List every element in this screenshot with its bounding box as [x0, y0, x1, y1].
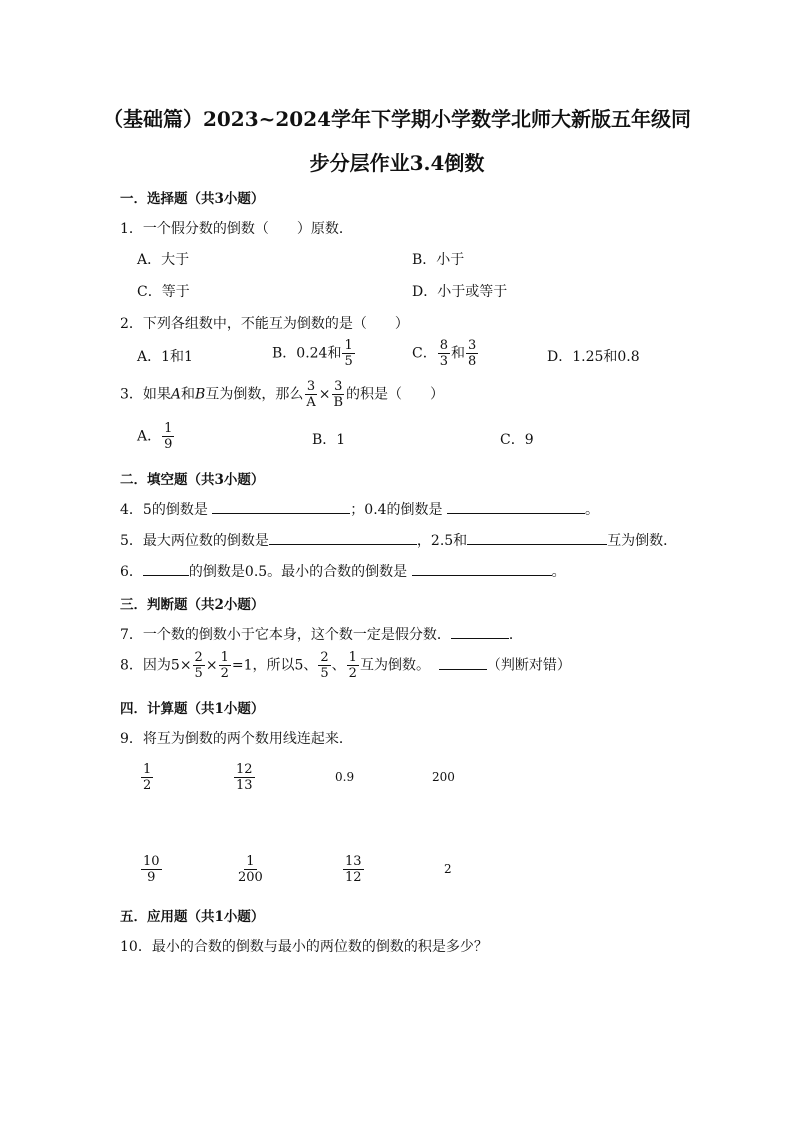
- section-calculation: 四．计算题（共1小题）: [120, 701, 265, 717]
- match-bottom-item[interactable]: $\frac{10}{9}$: [143, 854, 160, 885]
- title-line-2: 步分层作业3.4倒数: [309, 151, 485, 175]
- fraction: $\frac{2}{5}$: [194, 650, 203, 681]
- answer-blank[interactable]: [439, 655, 487, 670]
- answer-blank[interactable]: [447, 499, 585, 514]
- question-3-option-a: A． $\frac{1}{9}$: [137, 421, 173, 452]
- match-top-item[interactable]: $\frac{1}{2}$: [143, 762, 152, 793]
- answer-blank[interactable]: [467, 530, 607, 545]
- section-choice: 一．选择题（共3小题）: [120, 191, 265, 207]
- question-2-option-d: D．1.25和0.8: [547, 349, 640, 365]
- fraction: $\frac{3}{8}$: [468, 338, 477, 369]
- question-3-stem: 3．如果A和B互为倒数，那么 $\frac{3}{A}$ × $\frac{3}{B}$ 的积是（ ）: [120, 379, 445, 410]
- answer-blank[interactable]: [412, 561, 552, 576]
- match-top-item[interactable]: $\frac{12}{13}$: [236, 762, 253, 793]
- question-2-option-b-prefix: B．0.24和: [272, 345, 342, 362]
- question-7: 7．一个数的倒数小于它本身，这个数一定是假分数． ．: [120, 624, 523, 644]
- title-line-1: （基础篇）2023~2024学年下学期小学数学北师大新版五年级同: [102, 107, 692, 131]
- match-top-item[interactable]: 200: [432, 770, 455, 784]
- fraction: $\frac{3}{A}$: [306, 379, 316, 410]
- question-2-option-b: [272, 338, 356, 369]
- question-9-stem: 9．将互为倒数的两个数用线连起来．: [120, 731, 353, 747]
- question-2-option-a: A．1和1: [137, 349, 193, 365]
- question-8: 8．因为5× $\frac{2}{5}$ × $\frac{1}{2}$ =1，所以5、 $\frac{2}{5}$ 、 $\frac{1}{2}$ 互为倒数。 （判断对错）: [120, 650, 571, 681]
- question-1-option-b: B．小于: [412, 252, 465, 268]
- fraction: $\frac{1}{5}$: [344, 338, 353, 369]
- fraction: $\frac{3}{B}$: [333, 379, 344, 410]
- answer-blank[interactable]: [143, 561, 189, 576]
- question-3-option-c: C．9: [500, 432, 534, 448]
- question-4: 4．5的倒数是 ；0.4的倒数是 。: [120, 499, 599, 519]
- section-fill-blank: 二．填空题（共3小题）: [120, 472, 265, 488]
- answer-blank[interactable]: [212, 499, 350, 514]
- fraction: $\frac{8}{3}$: [439, 338, 448, 369]
- answer-blank[interactable]: [269, 530, 417, 545]
- question-1-option-d: D．小于或等于: [412, 284, 508, 300]
- fraction: $\frac{1}{2}$: [348, 650, 357, 681]
- question-10-stem: 10．最小的合数的倒数与最小的两位数的倒数的积是多少？: [120, 939, 488, 955]
- question-1-option-a: A．大于: [137, 252, 190, 268]
- match-bottom-item[interactable]: 2: [444, 862, 452, 876]
- question-2-option-c: C． $\frac{8}{3}$ 和 $\frac{3}{8}$: [412, 338, 477, 369]
- question-2-stem: 2．下列各组数中，不能互为倒数的是（ ）: [120, 316, 409, 332]
- match-bottom-item[interactable]: $\frac{13}{12}$: [345, 854, 362, 885]
- answer-blank[interactable]: [451, 624, 509, 639]
- question-1-stem: 1．一个假分数的倒数（ ）原数．: [120, 221, 353, 237]
- fraction: $\frac{1}{9}$: [164, 421, 173, 452]
- question-6: 6． 的倒数是0.5。最小的合数的倒数是 。: [120, 561, 566, 581]
- fraction: $\frac{2}{5}$: [320, 650, 329, 681]
- question-3-option-b: B．1: [312, 432, 346, 448]
- section-application: 五．应用题（共1小题）: [120, 909, 265, 925]
- match-bottom-item[interactable]: $\frac{1}{200}$: [238, 854, 263, 885]
- question-1-option-c: C．等于: [137, 284, 190, 300]
- fraction: $\frac{1}{2}$: [220, 650, 229, 681]
- section-true-false: 三．判断题（共2小题）: [120, 597, 265, 613]
- match-top-item[interactable]: 0.9: [335, 770, 355, 784]
- question-5: 5．最大两位数的倒数是 ，2.5和 互为倒数．: [120, 530, 677, 550]
